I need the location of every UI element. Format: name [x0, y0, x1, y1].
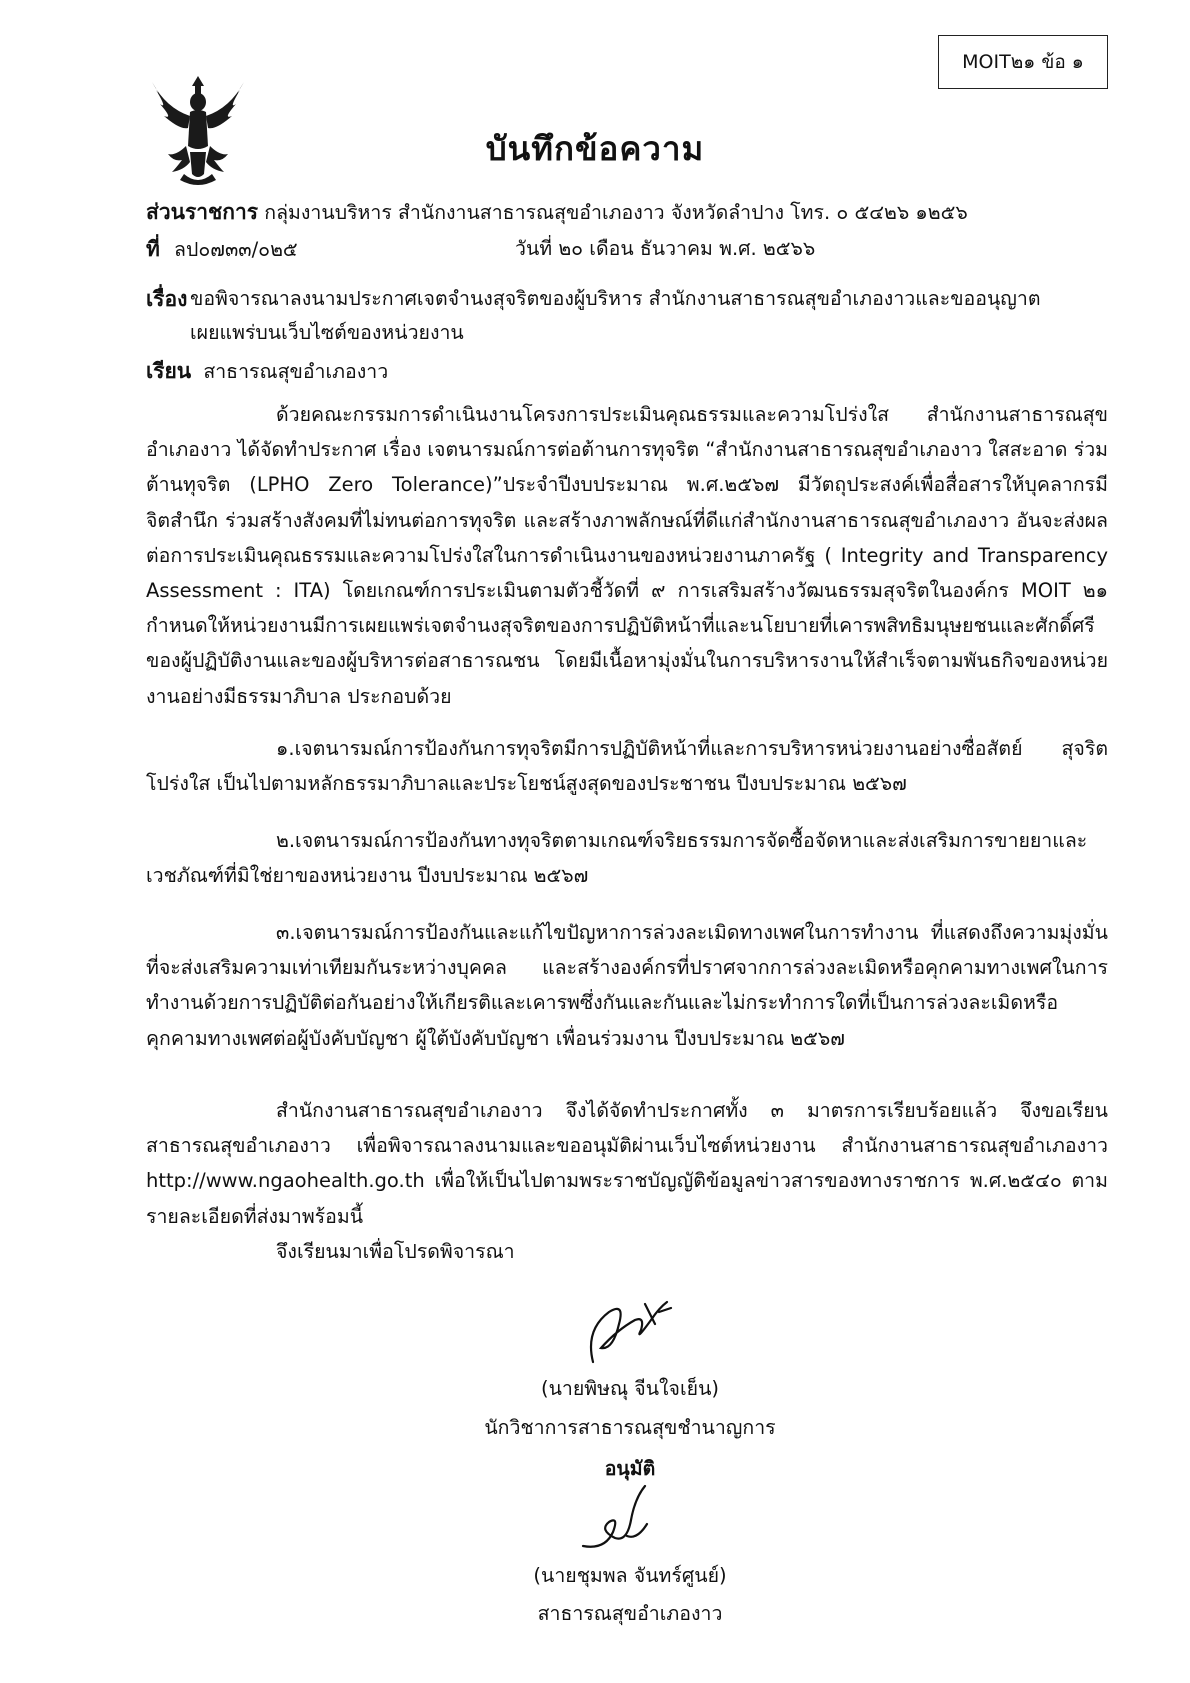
- department-label: ส่วนราชการ: [146, 200, 259, 224]
- reference-number: ลป๐๗๓๓/๐๒๕: [174, 238, 298, 261]
- recipient-label: เรียน: [146, 359, 192, 383]
- document-title: บันทึกข้อความ: [485, 129, 705, 168]
- reference-label: ที่: [146, 237, 160, 261]
- subject-label: เรื่อง: [146, 287, 188, 311]
- signer-1-position: นักวิชาการสาธารณสุขชำนาญการ: [484, 1416, 776, 1439]
- body-paragraph-item-3: ๓.เจตนารมณ์การป้องกันและแก้ไขปัญหาการล่วงละเมิดทางเพศในการทำงาน ที่แสดงถึงความมุ่งมั่นที่จะส่งเสริมความเท่าเทียมกันระหว่างบุคคล และสร้างองค์กรที่ปราศจากการล่วงละเมิดหรือคุกคามทางเพศในการทำงานด้วยการปฏิบัติต่อกันอย่างให้เกียรติและเคารพซึ่งกันและกันและไม่กระทำการใดที่เป็นการล่วงละเมิดหรือคุกคามทางเพศต่อผู้บังคับบัญชา ผู้ใต้บังคับบัญชา เพื่อนร่วมงาน ปีงบประมาณ ๒๕๖๗: [146, 921, 1108, 1050]
- subject-line-1: ขอพิจารณาลงนามประกาศเจตจำนงสุจริตของผู้บริหาร สำนักงานสาธารณสุขอำเภองาวและขออนุญาต: [190, 287, 1041, 310]
- body-paragraph-item-2: ๒.เจตนารมณ์การป้องกันทางทุจริตตามเกณฑ์จริยธรรมการจัดซื้อจัดหาและส่งเสริมการขายยาและเวชภัณฑ์ที่มิใช่ยาของหน่วยงาน ปีงบประมาณ ๒๕๖๗: [146, 829, 1088, 888]
- signer-2-position: สาธารณสุขอำเภองาว: [537, 1602, 723, 1625]
- subject-line-2: เผยแพร่บนเว็บไซต์ของหน่วยงาน: [190, 321, 464, 344]
- signer-2-name: (นายชุมพล จันทร์ศูนย์): [533, 1564, 727, 1587]
- closing-line: จึงเรียนมาเพื่อโปรดพิจารณา: [276, 1240, 515, 1263]
- signer-1-name: (นายพิษณุ จีนใจเย็น): [540, 1377, 720, 1400]
- body-paragraph-request: สำนักงานสาธารณสุขอำเภองาว จึงได้จัดทำประกาศทั้ง ๓ มาตรการเรียบร้อยแล้ว จึงขอเรียนสาธารณสุขอำเภองาว เพื่อพิจารณาลงนามและขออนุมัติผ่านเว็บไซต์หน่วยงาน สำนักงานสาธารณสุขอำเภองาว http://www.ngaohealth.go.th เพื่อให้เป็นไปตามพระราชบัญญัติข้อมูลข่าวสารของทางราชการ พ.ศ.๒๕๔๐ ตามรายละเอียดที่ส่งมาพร้อมนี้: [146, 1099, 1108, 1228]
- doc-code-box: [938, 35, 1108, 89]
- doc-code: MOIT๒๑ ข้อ ๑: [962, 51, 1084, 73]
- signature-2-icon: [575, 1480, 665, 1555]
- approval-label: อนุมัติ: [604, 1457, 656, 1480]
- recipient-value: สาธารณสุขอำเภองาว: [203, 360, 389, 383]
- body-paragraph-item-1: ๑.เจตนารมณ์การป้องกันการทุจริตมีการปฏิบัติหน้าที่และการบริหารหน่วยงานอย่างซื่อสัตย์ สุจริต โปร่งใส เป็นไปตามหลักธรรมาภิบาลและประโยชน์สูงสุดของประชาชน ปีงบประมาณ ๒๕๖๗: [146, 737, 1108, 796]
- department-value: กลุ่มงานบริหาร สำนักงานสาธารณสุขอำเภองาว จังหวัดลำปาง โทร. ๐ ๕๔๒๖ ๑๒๕๖: [264, 201, 968, 224]
- signature-1-icon: [575, 1290, 685, 1370]
- memo-date: วันที่ ๒๐ เดือน ธันวาคม พ.ศ. ๒๕๖๖: [515, 237, 816, 260]
- recipient-line: [146, 355, 388, 388]
- body-paragraph-intro: ด้วยคณะกรรมการดำเนินงานโครงการประเมินคุณธรรมและความโปร่งใส สำนักงานสาธารณสุขอำเภองาว ได้จัดทำประกาศ เรื่อง เจตนารมณ์การต่อต้านการทุจริต “สำนักงานสาธารณสุขอำเภองาว ใสสะอาด ร่วมต้านทุจริต (LPHO Zero Tolerance)”ประจำปีงบประมาณ พ.ศ.๒๕๖๗ มีวัตถุประสงค์เพื่อสื่อสารให้บุคลากรมีจิตสำนึก ร่วมสร้างสังคมที่ไม่ทนต่อการทุจริต และสร้างภาพลักษณ์ที่ดีแก่สำนักงานสาธารณสุขอำเภองาว อันจะส่งผลต่อการประเมินคุณธรรมและความโปร่งใสในการดำเนินงานของหน่วยงานภาครัฐ ( Integrity and Transparency Assessment : ITA) โดยเกณฑ์การประเมินตามตัวชี้วัดที่ ๙ การเสริมสร้างวัฒนธรรมสุจริตในองค์กร MOIT ๒๑ กำหนดให้หน่วยงานมีการเผยแพร่เจตจำนงสุจริตของการปฏิบัติหน้าที่และนโยบายที่เคารพสิทธิมนุษยชนและศักดิ์ศรีของผู้ปฏิบัติงานและของผู้บริหารต่อสาธารณชน โดยมีเนื้อหามุ่งมั่นในการบริหารงานให้สำเร็จตามพันธกิจของหน่วยงานอย่างมีธรรมาภิบาล ประกอบด้วย: [146, 403, 1108, 708]
- department-line: [146, 196, 968, 229]
- reference-line: [146, 233, 298, 266]
